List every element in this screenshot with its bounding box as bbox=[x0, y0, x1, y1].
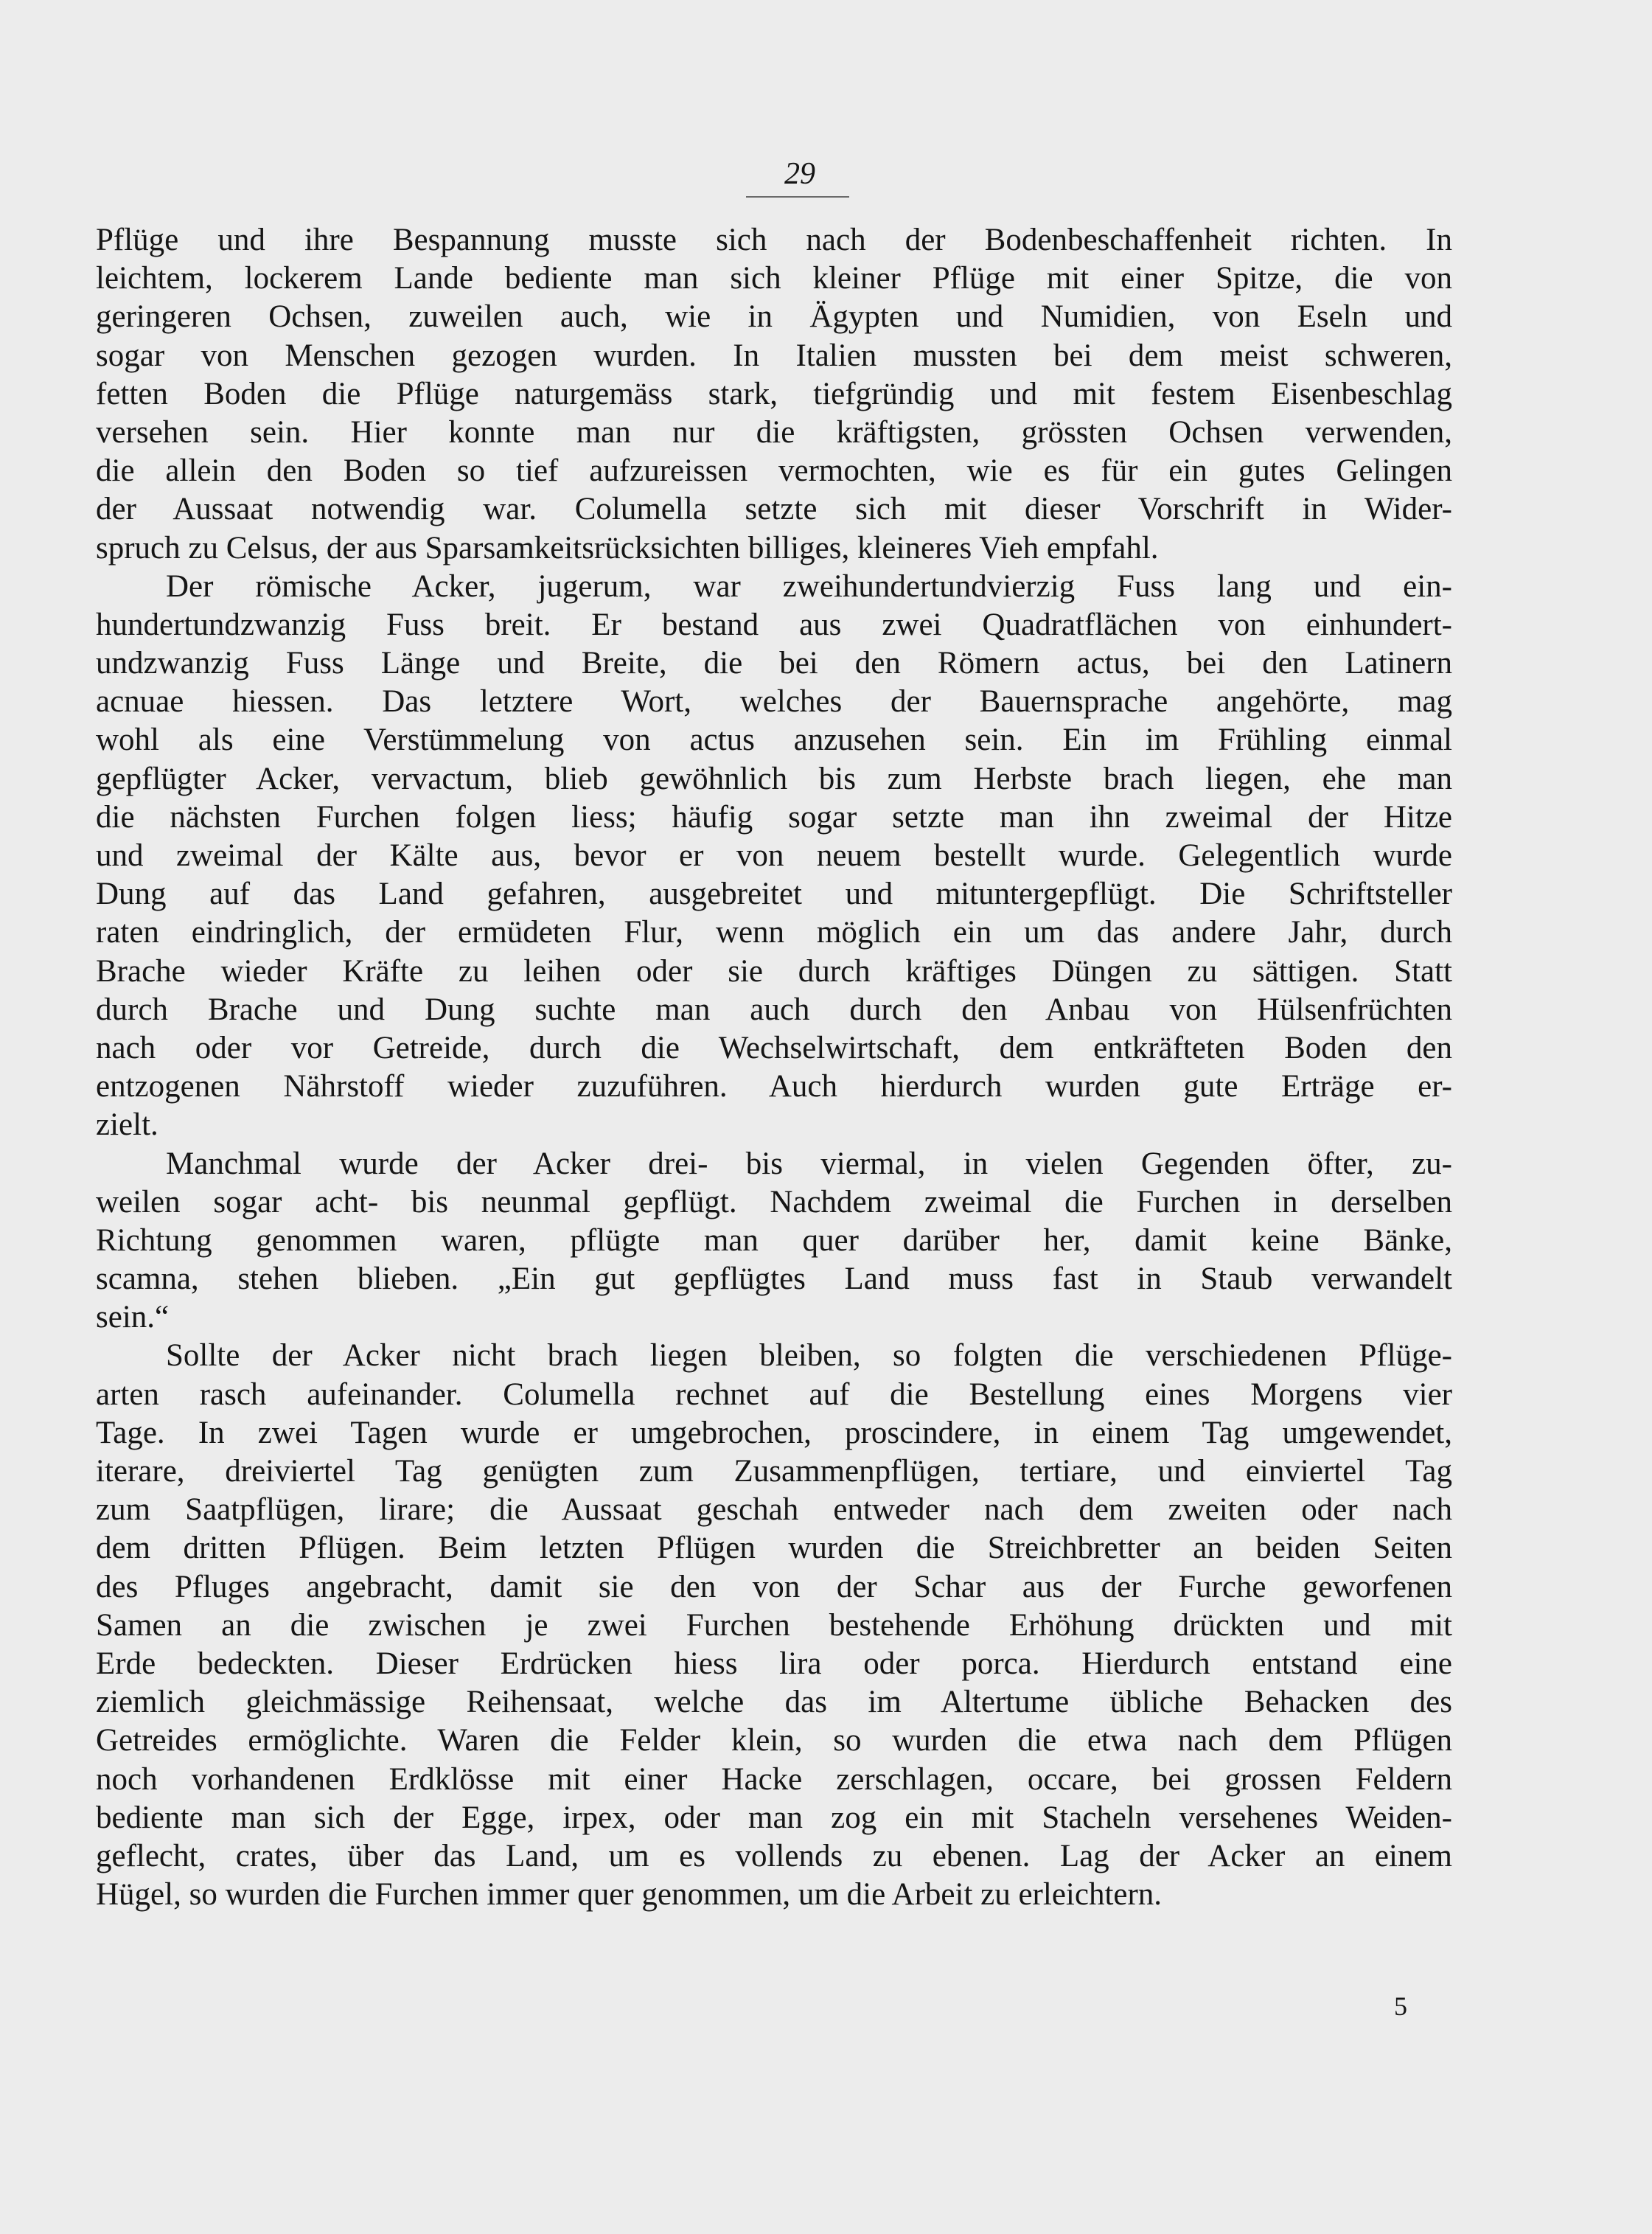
text-line: gepflügter Acker, vervactum, blieb gewöhnlich bis zum Herbste brach liegen, ehe man bbox=[96, 761, 1452, 796]
signature-mark: 5 bbox=[1394, 1991, 1407, 2021]
text-line: sein.“ bbox=[96, 1300, 170, 1335]
text-line: Hügel, so wurden die Furchen immer quer genommen, um die Arbeit zu erleichtern. bbox=[96, 1877, 1163, 1913]
text-line: und zweimal der Kälte aus, bevor er von neuem bestellt wurde. Gelegentlich wurde bbox=[96, 838, 1452, 873]
text-line: scamna, stehen blieben. „Ein gut gepflügtes Land muss fast in Staub verwandelt bbox=[96, 1262, 1452, 1297]
text-line: dem dritten Pflügen. Beim letzten Pflügen wurden die Streichbretter an beiden Seiten bbox=[96, 1531, 1452, 1566]
text-line: des Pfluges angebracht, damit sie den von der Schar aus der Furche geworfenen bbox=[96, 1569, 1452, 1604]
text-line: undzwanzig Fuss Länge und Breite, die bei den Römern actus, bei den Latinern bbox=[96, 646, 1452, 681]
text-line: fetten Boden die Pflüge naturgemäss stark, tiefgründig und mit festem Eisenbeschlag bbox=[96, 376, 1452, 411]
text-line: sogar von Menschen gezogen wurden. In Italien mussten bei dem meist schweren, bbox=[96, 338, 1452, 373]
text-line: leichtem, lockerem Lande bediente man sich kleiner Pflüge mit einer Spitze, die von bbox=[96, 261, 1452, 296]
text-line: arten rasch aufeinander. Columella rechnet auf die Bestellung eines Morgens vier bbox=[96, 1377, 1452, 1412]
text-line: weilen sogar acht- bis neunmal gepflügt. Nachdem zweimal die Furchen in derselben bbox=[96, 1184, 1452, 1219]
text-line: Brache wieder Kräfte zu leihen oder sie durch kräftiges Düngen zu sättigen. Statt bbox=[96, 953, 1452, 989]
text-line: Erde bedeckten. Dieser Erdrücken hiess lira oder porca. Hierdurch entstand eine bbox=[96, 1646, 1452, 1681]
text-line: nach oder vor Getreide, durch die Wechselwirtschaft, dem entkräfteten Boden den bbox=[96, 1030, 1452, 1065]
text-line: der Aussaat notwendig war. Columella setzte sich mit dieser Vorschrift in Wider- bbox=[96, 492, 1452, 527]
text-line: versehen sein. Hier konnte man nur die kräftigsten, grössten Ochsen verwenden, bbox=[96, 414, 1452, 450]
text-line: Pflüge und ihre Bespannung musste sich nach der Bodenbeschaffenheit richten. In bbox=[96, 223, 1452, 257]
text-line: Sollte der Acker nicht brach liegen bleiben, so folgten die verschiedenen Pflüge- bbox=[166, 1338, 1452, 1374]
text-line: Der römische Acker, jugerum, war zweihundertundvierzig Fuss lang und ein- bbox=[166, 568, 1452, 604]
page-number: 29 bbox=[784, 157, 815, 191]
page-number-rule bbox=[746, 196, 849, 198]
text-line: Dung auf das Land gefahren, ausgebreitet und mituntergepflügt. Die Schriftsteller bbox=[96, 877, 1452, 912]
text-line: zum Saatpflügen, lirare; die Aussaat geschah entweder nach dem zweiten oder nach bbox=[96, 1492, 1452, 1528]
text-line: geflecht, crates, über das Land, um es vollends zu ebenen. Lag der Acker an einem bbox=[96, 1838, 1452, 1873]
text-line: ziemlich gleichmässige Reihensaat, welche das im Altertume übliche Behacken des bbox=[96, 1685, 1452, 1720]
text-line: entzogenen Nährstoff wieder zuzuführen. Auch hierdurch wurden gute Erträge er- bbox=[96, 1069, 1452, 1104]
text-line: noch vorhandenen Erdklösse mit einer Hacke zerschlagen, occare, bei grossen Feldern bbox=[96, 1761, 1452, 1797]
text-line: die allein den Boden so tief aufzureissen vermochten, wie es für ein gutes Gelingen bbox=[96, 453, 1452, 489]
text-line: iterare, dreiviertel Tag genügten zum Zusammenpflügen, tertiare, und einviertel Tag bbox=[96, 1454, 1452, 1489]
text-line: die nächsten Furchen folgen liess; häufig sogar setzte man ihn zweimal der Hitze bbox=[96, 799, 1452, 835]
text-line: zielt. bbox=[96, 1107, 158, 1143]
text-line: hundertundzwanzig Fuss breit. Er bestand aus zwei Quadratflächen von einhundert- bbox=[96, 607, 1452, 642]
text-line: bediente man sich der Egge, irpex, oder man zog ein mit Stacheln versehenes Weiden- bbox=[96, 1800, 1452, 1835]
text-line: raten eindringlich, der ermüdeten Flur, wenn möglich ein um das andere Jahr, durch bbox=[96, 915, 1452, 950]
text-line: Samen an die zwischen je zwei Furchen bestehende Erhöhung drückten und mit bbox=[96, 1607, 1452, 1643]
text-line: acnuae hiessen. Das letztere Wort, welches der Bauernsprache angehörte, mag bbox=[96, 684, 1452, 720]
text-line: spruch zu Celsus, der aus Sparsamkeitsrücksichten billiges, kleineres Vieh empfahl. bbox=[96, 530, 1159, 566]
text-line: wohl als eine Verstümmelung von actus anzusehen sein. Ein im Frühling einmal bbox=[96, 723, 1452, 758]
text-line: geringeren Ochsen, zuweilen auch, wie in Ägypten und Numidien, von Eseln und bbox=[96, 299, 1452, 335]
text-line: durch Brache und Dung suchte man auch durch den Anbau von Hülsenfrüchten bbox=[96, 992, 1452, 1027]
text-line: Manchmal wurde der Acker drei- bis viermal, in vielen Gegenden öfter, zu- bbox=[166, 1146, 1452, 1181]
text-line: Richtung genommen waren, pflügte man quer darüber her, damit keine Bänke, bbox=[96, 1222, 1452, 1258]
text-line: Getreides ermöglichte. Waren die Felder klein, so wurden die etwa nach dem Pflügen bbox=[96, 1723, 1452, 1758]
body-text bbox=[96, 221, 1452, 1914]
text-line: Tage. In zwei Tagen wurde er umgebrochen, proscindere, in einem Tag umgewendet, bbox=[96, 1415, 1452, 1450]
